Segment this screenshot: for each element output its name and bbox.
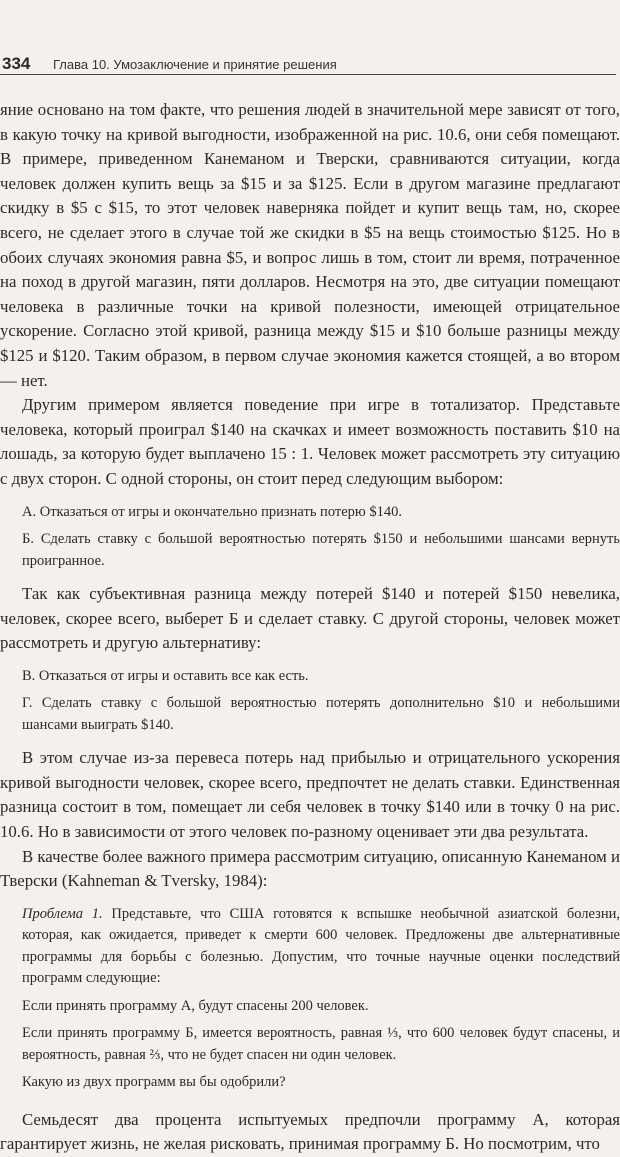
option-v: В. Отказаться от игры и оставить все как есть. [22, 667, 309, 684]
paragraph-4: В этом случае из-за перевеса потерь над прибылью и отрицательного ускорения кривой выгодности человек, скорее всего, предпочтет не делать ставки. Единственная разница состоит в том, помещает ли себя человек в точку $140 или в точку 0 на рис. 10.6. Но в зависимости от этого человек по-разному оценивает эти два результата. [0, 748, 620, 842]
problem-1 [0, 904, 620, 990]
option-b: Б. Сделать ставку с большой вероятностью потерять $150 и небольшими шансами вернуть проигранное. [22, 531, 620, 569]
page-number: 334 [2, 54, 31, 73]
paragraph-2: Другим примером является поведение при игре в тотализатор. Представьте человека, который проиграл $140 на скачках и имеет возможность поставить $10 на лошадь, за которую будет выплачено 15 : 1. Человек может рассмотреть эту ситуацию с двух сторон. С одной стороны, он стоит перед следующим выбором: [0, 395, 620, 488]
problem-text: Представьте, что США готовятся к вспышке необычной азиатской болезни, которая, как ожидается, приведет к смерти 600 человек. Предложены две альтернативные программы для борьбы с болезнью. Допустим, что точные научные оценки последствий программ следующие: [22, 905, 620, 987]
body-text [0, 98, 620, 1157]
problem-label: Проблема 1. [22, 905, 103, 922]
chapter-title: Глава 10. Умозаключение и принятие решения [53, 57, 337, 72]
program-b: Если принять программу Б, имеется вероятность, равная ⅓, что 600 человек будут спасены, и вероятность, равная ⅔, что не будет спасен ни один человек. [22, 1025, 620, 1063]
question: Какую из двух программ вы бы одобрили? [22, 1074, 286, 1091]
paragraph-6: Семьдесят два процента испытуемых предпочли программу А, которая гарантирует жизнь, не желая рисковать, принимая программу Б. Но посмотрим, что [0, 1109, 620, 1154]
paragraph-1: яние основано на том факте, что решения людей в значительной мере зависят от того, в какую точку на кривой выгодности, изображенной на рис. 10.6, они себя помещают. В примере, приведенном Канеманом и Тверски, сравниваются ситуации, когда человек должен купить вещь за $15 и за $125. Если в другом магазине предлагают скидку в $5 с $15, то этот человек наверняка пойдет и купит вещь там, но, скорее всего, не сделает этого в случае той же скидки в $5 на вещь стоимостью $125. Но в обоих случаях экономия равна $5, и вопрос лишь в том, стоит ли время, потраченное на поход в другой магазин, пяти долларов. Несмотря на это, две ситуации помещают человека в различные точки на кривой полезности, имеющей отрицательное ускорение. Согласно этой кривой, разница между $15 и $10 больше разницы между $125 и $120. Таким образом, в первом случае экономия кажется стоящей, а во втором — нет. [0, 100, 620, 390]
paragraph-3: Так как субъективная разница между потерей $140 и потерей $150 невелика, человек, скорее всего, выберет Б и сделает ставку. С другой стороны, человек может рассмотреть и другую альтернативу: [0, 584, 620, 653]
option-a: А. Отказаться от игры и окончательно признать потерю $140. [22, 503, 402, 520]
program-a: Если принять программу А, будут спасены 200 человек. [22, 997, 369, 1014]
running-head [0, 54, 616, 75]
option-g: Г. Сделать ставку с большой вероятностью потерять дополнительно $10 и небольшими шансами выиграть $140. [22, 695, 620, 733]
paragraph-5: В качестве более важного примера рассмотрим ситуацию, описанную Канеманом и Тверски (Kahneman & Tversky, 1984): [0, 846, 620, 891]
